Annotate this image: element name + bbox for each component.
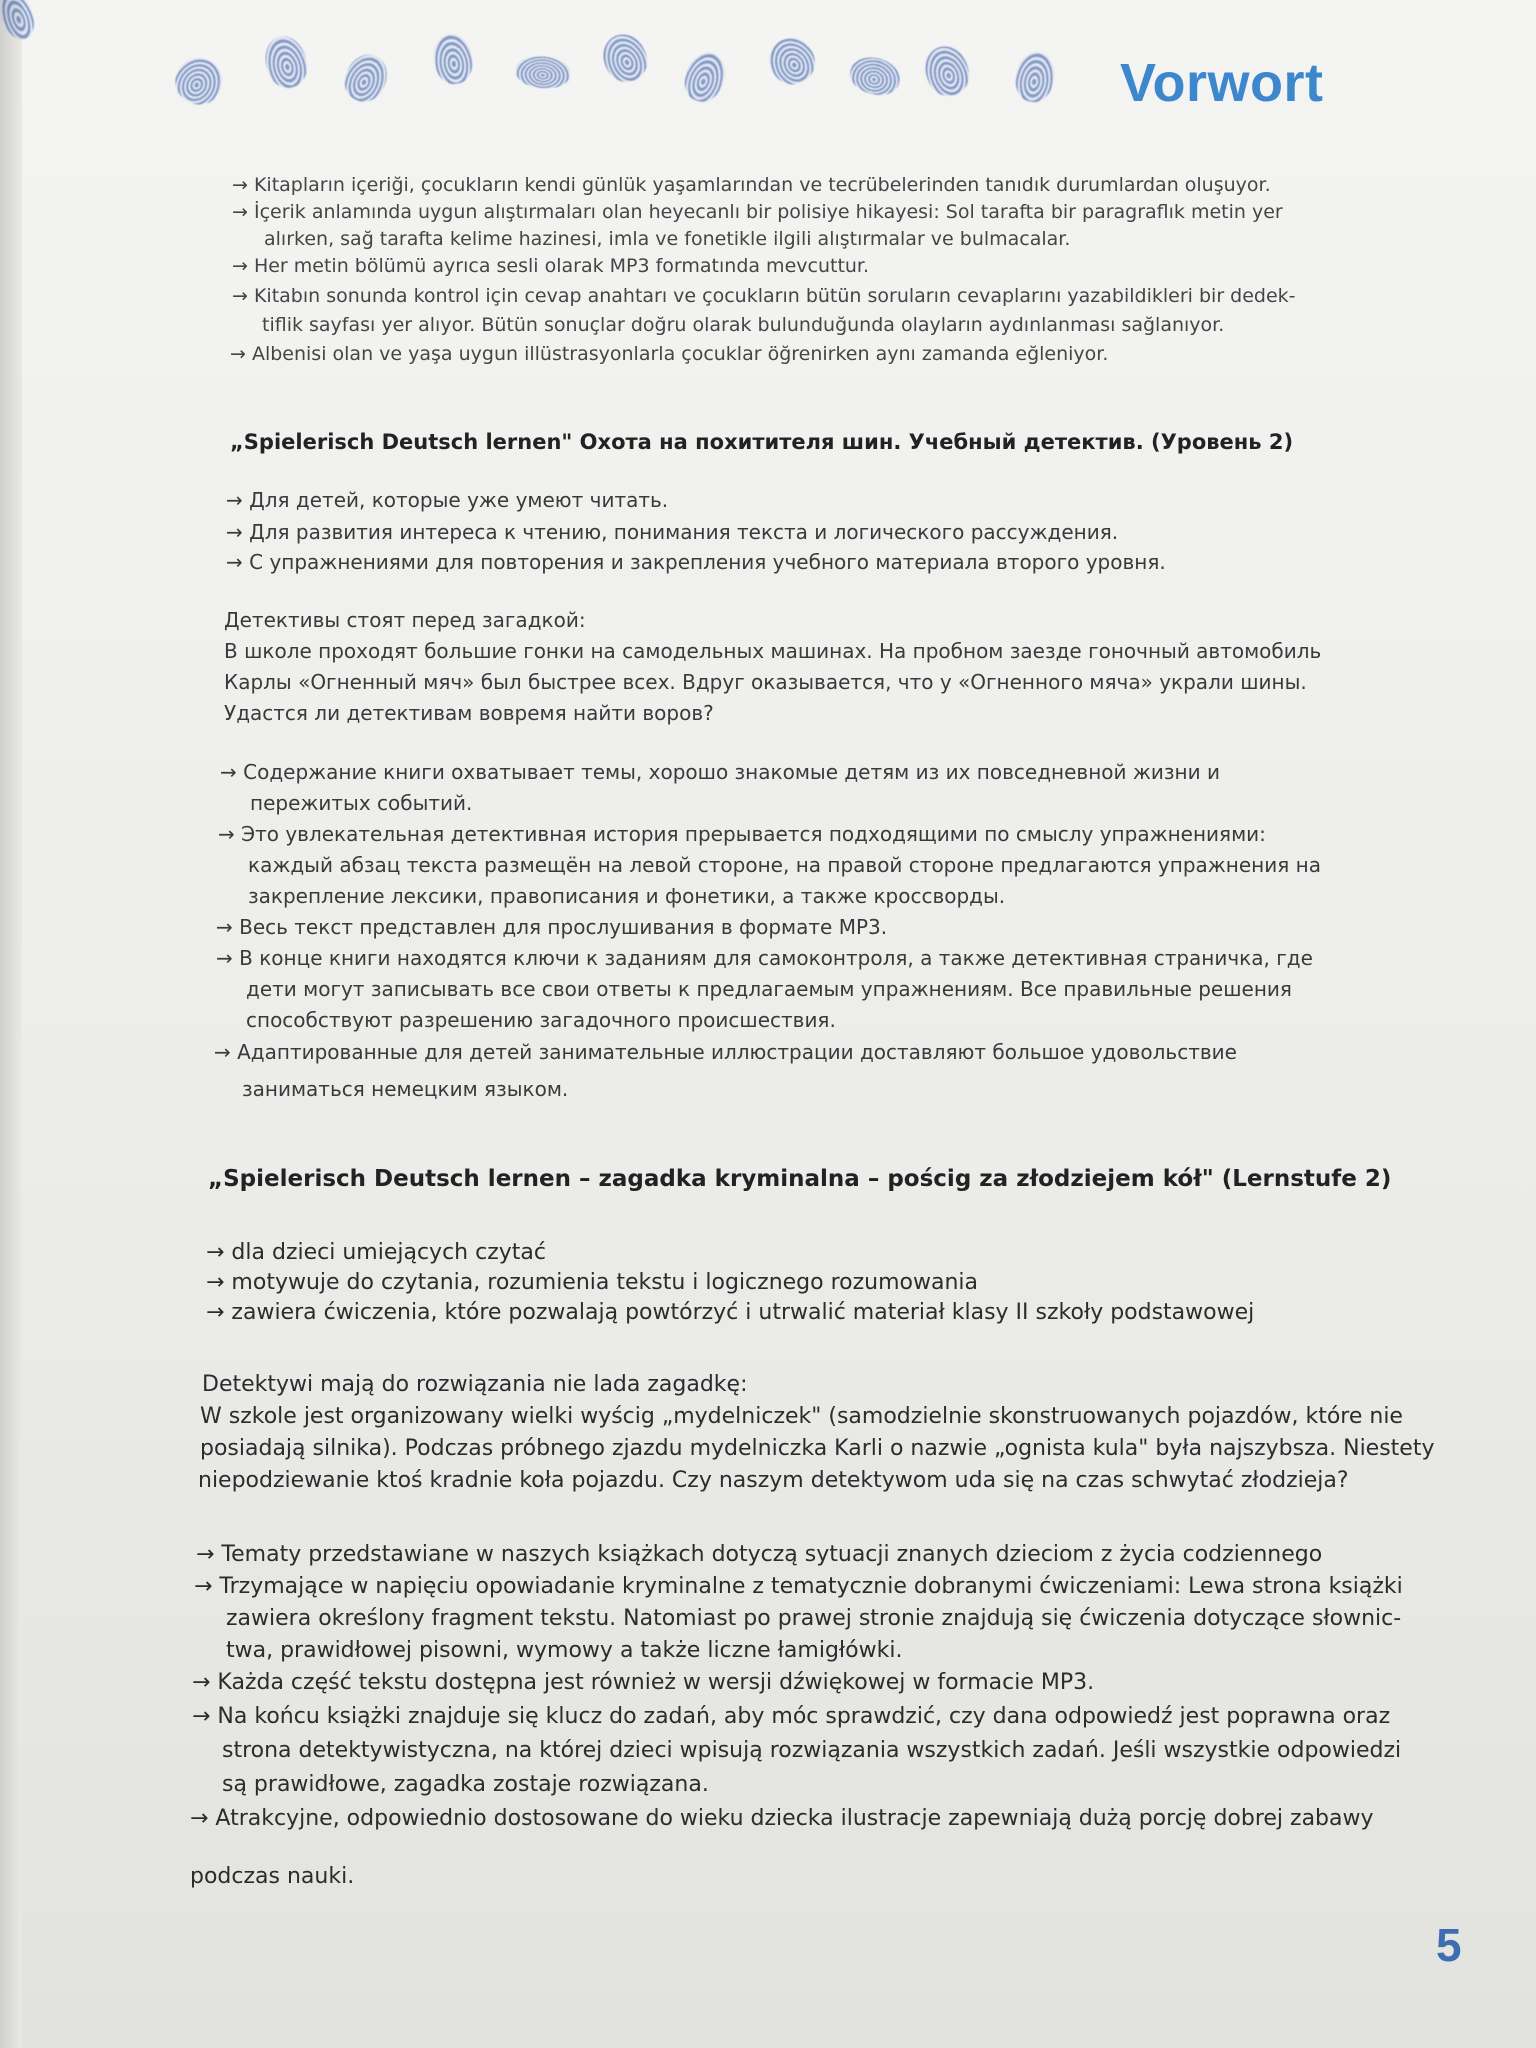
text-line: → motywuje do czytania, rozumienia tekstu i logicznego rozumowania: [206, 1270, 979, 1295]
page-number: 5: [1436, 1919, 1462, 1971]
text-line: → dla dzieci umiejących czytać: [206, 1240, 546, 1265]
text-line: → Her metin bölümü ayrıca sesli olarak MP3 formatında mevcuttur.: [232, 255, 870, 277]
text-line: tiflik sayfası yer alıyor. Bütün sonuçlar doğru olarak bulunduğunda olayların aydınlanması sağlanıyor.: [262, 314, 1225, 336]
text-line: → Содержание книги охватывает темы, хорошо знакомые детям из их повседневной жизни и: [220, 760, 1220, 784]
text-line: → Trzymające w napięciu opowiadanie kryminalne z tematycznie dobranymi ćwiczeniami: Lewa strona książki: [194, 1574, 1403, 1599]
text-line: заниматься немецким языком.: [242, 1077, 569, 1101]
text-line: → Это увлекательная детективная история прерывается подходящими по смыслу упражнениями:: [218, 822, 1266, 846]
text-line: Детективы стоят перед загадкой:: [224, 608, 586, 632]
text-line: podczas nauki.: [190, 1864, 355, 1889]
text-line: → Адаптированные для детей занимательные иллюстрации доставляют большое удовольствие: [214, 1040, 1237, 1064]
text-line: → Każda część tekstu dostępna jest również w wersji dźwiękowej w formacie MP3.: [192, 1670, 1095, 1695]
text-line: → Весь текст представлен для прослушивания в формате MP3.: [216, 915, 888, 939]
text-line: są prawidłowe, zagadka zostaje rozwiązana.: [222, 1772, 709, 1797]
section-heading: „Spielerisch Deutsch lernen – zagadka kryminalna – pościg za złodziejem kół" (Lernstufe 2): [208, 1166, 1392, 1192]
page-title: Vorwort: [1120, 53, 1324, 113]
text-line: → Tematy przedstawiane w naszych książkach dotyczą sytuacji znanych dzieciom z życia codziennego: [196, 1542, 1323, 1567]
text-line: В школе проходят большие гонки на самодельных машинах. На пробном заезде гоночный автомобиль: [224, 639, 1322, 663]
text-line: → İçerik anlamında uygun alıştırmaları olan heyecanlı bir polisiye hikayesi: Sol tarafta bir paragraflık metin yer: [232, 201, 1283, 223]
text-line: alırken, sağ tarafta kelime hazinesi, imla ve fonetikle ilgili alıştırmalar ve bulmacalar.: [264, 228, 1071, 250]
text-line: niepodziewanie ktoś kradnie koła pojazdu. Czy naszym detektywom uda się na czas schwytać złodzieja?: [198, 1468, 1349, 1493]
text-line: strona detektywistyczna, na której dzieci wpisują rozwiązania wszystkich zadań. Jeśli wszystkie odpowiedzi: [222, 1738, 1402, 1763]
text-line: → Kitapların içeriği, çocukların kendi günlük yaşamlarından ve tecrübelerinden tanıdık durumlardan oluşuyor.: [232, 174, 1271, 196]
text-line: → С упражнениями для повторения и закрепления учебного материала второго уровня.: [226, 550, 1166, 574]
text-line: → Kitabın sonunda kontrol için cevap anahtarı ve çocukların bütün soruların cevaplarını yazabildikleri bir dedek-: [232, 285, 1296, 307]
text-line: каждый абзац текста размещён на левой стороне, на правой стороне предлагаются упражнения на: [248, 853, 1321, 877]
text-line: Карлы «Огненный мяч» был быстрее всех. Вдруг оказывается, что у «Огненного мяча» украли шины.: [224, 670, 1307, 694]
text-line: posiadają silnika). Podczas próbnego zjazdu mydelniczka Karli o nazwie „ognista kula" była najszybsza. Niestety: [200, 1436, 1435, 1461]
text-line: → Для детей, которые уже умеют читать.: [226, 488, 669, 512]
text-line: Detektywi mają do rozwiązania nie lada zagadkę:: [202, 1372, 748, 1397]
text-line: способствуют разрешению загадочного происшествия.: [246, 1008, 836, 1032]
text-line: дети могут записывать все свои ответы к предлагаемым упражнениям. Все правильные решения: [246, 977, 1292, 1001]
section-heading: „Spielerisch Deutsch lernen" Охота на похитителя шин. Учебный детектив. (Уровень 2): [230, 430, 1294, 454]
text-line: → Albenisi olan ve yaşa uygun illüstrasyonlarla çocuklar öğrenirken aynı zamanda eğleniyor.: [230, 343, 1109, 365]
text-line: → Atrakcyjne, odpowiednio dostosowane do wieku dziecka ilustracje zapewniają dużą porcję dobrej zabawy: [190, 1806, 1374, 1831]
text-line: пережитых событий.: [250, 791, 473, 815]
text-line: Удастся ли детективам вовремя найти воров?: [224, 701, 714, 725]
text-line: twa, prawidłowej pisowni, wymowy a także liczne łamigłówki.: [226, 1638, 903, 1663]
text-line: → В конце книги находятся ключи к заданиям для самоконтроля, а также детективная страничка, где: [216, 946, 1313, 970]
text-line: → Для развития интереса к чтению, понимания текста и логического рассуждения.: [226, 520, 1119, 544]
text-line: W szkole jest organizowany wielki wyścig „mydelniczek" (samodzielnie skonstruowanych pojazdów, które nie: [200, 1404, 1403, 1429]
text-line: → Na końcu książki znajduje się klucz do zadań, aby móc sprawdzić, czy dana odpowiedź jest poprawna oraz: [192, 1704, 1391, 1729]
text-line: закрепление лексики, правописания и фонетики, а также кроссворды.: [248, 884, 1006, 908]
text-line: → zawiera ćwiczenia, które pozwalają powtórzyć i utrwalić materiał klasy II szkoły podstawowej: [206, 1300, 1255, 1325]
text-line: zawiera określony fragment tekstu. Natomiast po prawej stronie znajdują się ćwiczenia dotyczące słownic-: [226, 1606, 1402, 1631]
